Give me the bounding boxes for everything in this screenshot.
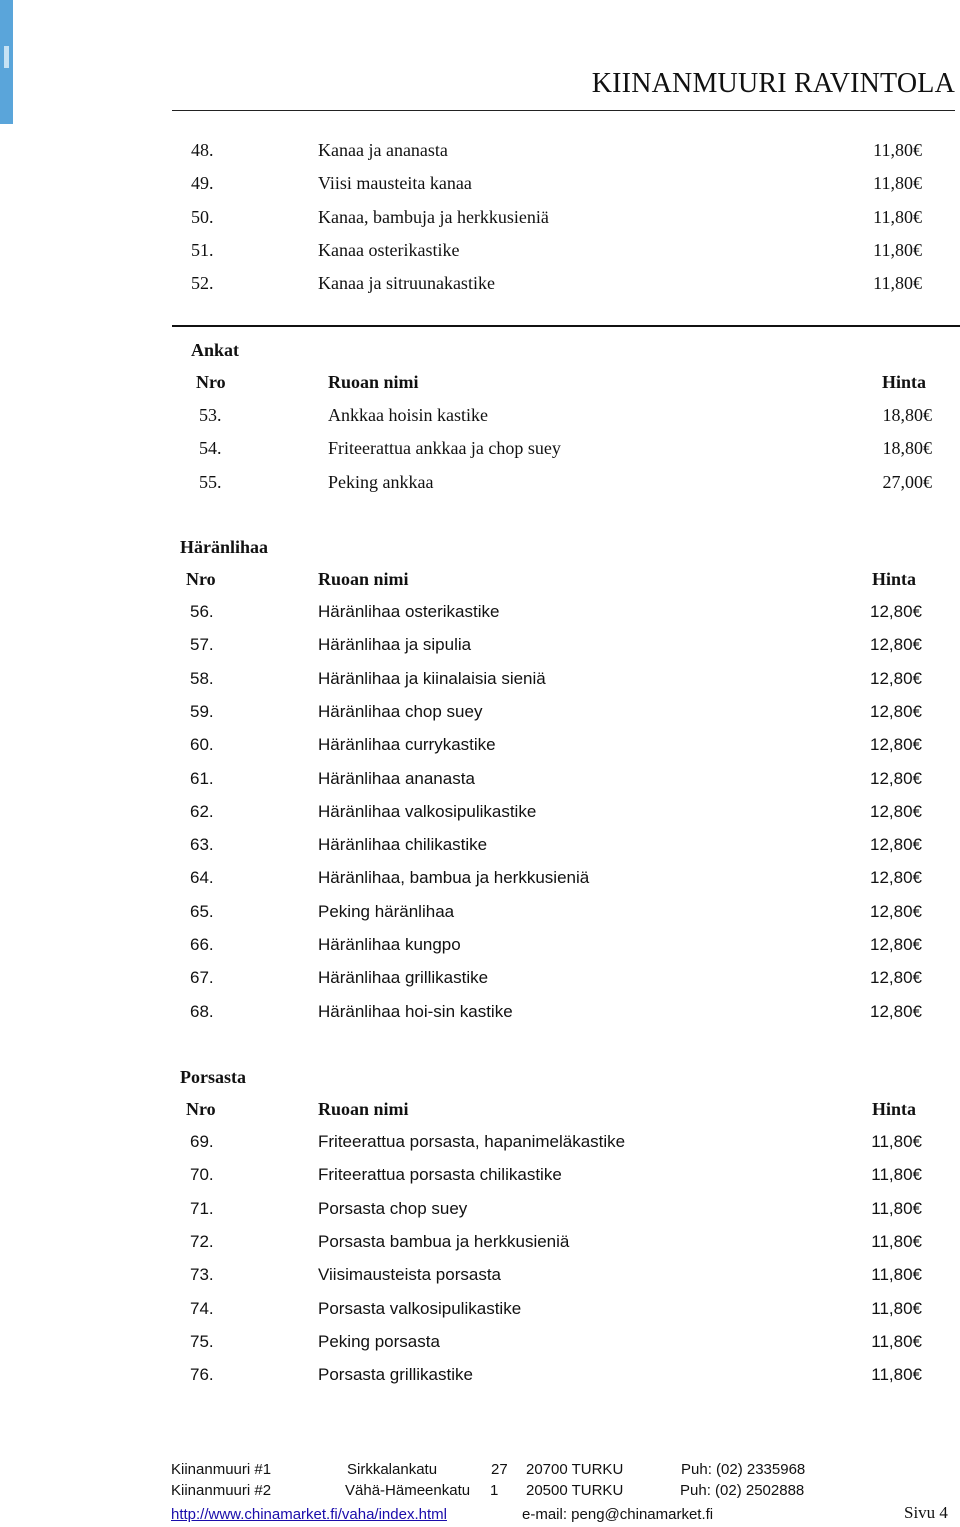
footer-restaurant-1-name: Kiinanmuuri #1 [171,1461,272,1478]
menu-item-row [0,632,960,658]
column-header-price: Hinta [871,1099,916,1119]
edge-tab-marker [4,46,9,68]
menu-item-number: 70. [190,1165,214,1185]
column-header-name: Ruoan nimi [318,1099,409,1119]
column-header-name: Ruoan nimi [318,569,409,589]
menu-item-price: 12,80€ [870,968,922,988]
column-header-nro: Nro [186,569,216,589]
menu-item-row [0,237,960,263]
menu-item-number: 61. [190,768,214,788]
menu-item-number: 59. [190,701,214,721]
menu-item-number: 50. [191,206,214,227]
menu-item-price: 12,80€ [870,901,922,921]
menu-item-name: Porsasta chop suey [318,1198,468,1218]
column-header-nro: Nro [196,372,226,392]
menu-item-row [0,1229,960,1255]
menu-item-price: 12,80€ [870,602,922,621]
footer-restaurant-1-number: 27 [491,1461,508,1478]
menu-item-price: 11,80€ [871,1365,922,1385]
menu-item-name: Häränlihaa grillikastike [318,968,489,988]
menu-item-number: 53. [199,405,222,425]
menu-item-row [0,732,960,758]
menu-item-row [0,832,960,858]
menu-item-price: 11,80€ [873,273,922,294]
menu-item-name: Häränlihaa osterikastike [318,602,500,621]
menu-item-name: Kanaa osterikastike [318,239,460,260]
menu-item-row [0,402,960,428]
menu-item-name: Häränlihaa, bambua ja herkkusieniä [318,868,590,888]
menu-item-row [0,1329,960,1355]
menu-item-price: 11,80€ [871,1298,922,1318]
menu-item-number: 62. [190,801,214,821]
menu-item-number: 54. [199,438,222,459]
menu-item-price: 12,80€ [870,935,922,954]
menu-item-name: Häränlihaa kungpo [318,935,461,954]
menu-item-name: Kanaa ja ananasta [318,140,448,160]
menu-item-name: Häränlihaa valkosipulikastike [318,801,537,821]
footer-email: e-mail: peng@chinamarket.fi [522,1506,714,1523]
menu-item-price: 11,80€ [871,1165,922,1185]
menu-item-name: Kanaa ja sitruunakastike [318,273,495,294]
menu-item-name: Porsasta valkosipulikastike [318,1298,522,1318]
menu-item-row [0,1296,960,1322]
menu-item-name: Ankkaa hoisin kastike [328,405,488,425]
menu-item-row [0,137,960,163]
menu-item-row [0,932,960,958]
menu-item-row [0,865,960,891]
menu-item-name: Häränlihaa chop suey [318,701,483,721]
footer-restaurant-2-street: Vähä-Hämeenkatu [345,1482,471,1499]
menu-item-number: 68. [190,1001,214,1021]
menu-item-number: 76. [190,1365,214,1385]
menu-item-number: 74. [190,1298,214,1318]
menu-item-row [0,699,960,725]
page-number: Sivu 4 [904,1503,948,1522]
menu-item-name: Häränlihaa hoi-sin kastike [318,1001,513,1021]
menu-item-row [0,469,960,495]
menu-item-row [0,435,960,461]
menu-item-price: 12,80€ [870,635,922,655]
menu-item-row [0,270,960,296]
menu-item-name: Häränlihaa ja kiinalaisia sieniä [318,668,546,688]
menu-item-price: 11,80€ [871,1231,922,1251]
menu-item-price: 11,80€ [871,1265,922,1285]
menu-item-row [0,965,960,991]
menu-item-price: 11,80€ [871,1331,922,1351]
menu-item-name: Viisi mausteita kanaa [318,173,472,194]
menu-item-row [0,899,960,925]
menu-item-row [0,766,960,792]
section-title-ankat: Ankat [191,340,240,360]
menu-item-number: 51. [191,239,214,260]
section-divider [172,325,960,327]
menu-item-row [0,666,960,692]
menu-item-row [0,1162,960,1188]
menu-item-row [0,1262,960,1288]
menu-item-price: 12,80€ [870,735,922,755]
menu-item-name: Häränlihaa chilikastike [318,835,488,855]
menu-item-price: 12,80€ [870,768,922,788]
section-title-haranlihaa: Häränlihaa [180,537,269,557]
menu-item-number: 67. [190,968,214,988]
menu-item-price: 11,80€ [873,206,922,227]
menu-item-number: 56. [190,602,214,621]
page-header-title: KIINANMUURI RAVINTOLA [591,68,955,99]
footer-restaurant-1-city: 20700 TURKU [526,1461,624,1478]
menu-item-row [0,170,960,196]
menu-item-price: 11,80€ [871,1198,922,1218]
menu-item-name: Viisimausteista porsasta [318,1265,501,1285]
menu-item-name: Kanaa, bambuja ja herkkusieniä [318,206,549,227]
menu-item-number: 58. [190,668,214,688]
header-rule [172,110,955,111]
menu-item-price: 11,80€ [871,1132,922,1151]
footer-restaurant-1-street: Sirkkalankatu [347,1461,438,1478]
menu-item-number: 64. [190,868,214,888]
column-header-price: Hinta [871,569,916,589]
menu-item-name: Friteerattua porsasta chilikastike [318,1165,562,1185]
menu-item-number: 73. [190,1265,214,1285]
menu-item-price: 12,80€ [870,868,922,888]
menu-item-price: 27,00€ [882,471,932,492]
footer-restaurant-1-phone: Puh: (02) 2335968 [681,1461,806,1478]
menu-item-name: Friteerattua ankkaa ja chop suey [328,438,561,459]
menu-item-number: 71. [190,1198,214,1218]
footer-website-link[interactable] [171,1505,447,1525]
menu-item-number: 49. [191,173,214,194]
menu-item-price: 12,80€ [870,835,922,855]
menu-item-number: 48. [191,140,214,160]
menu-item-price: 12,80€ [870,801,922,821]
menu-item-name: Peking ankkaa [328,471,434,492]
menu-item-number: 72. [190,1231,214,1251]
menu-item-name: Häränlihaa ja sipulia [318,635,472,655]
menu-item-price: 12,80€ [870,668,922,688]
column-header-nro: Nro [186,1099,216,1119]
footer-restaurant-2-name: Kiinanmuuri #2 [171,1482,272,1499]
menu-item-row [0,204,960,230]
menu-item-name: Porsasta grillikastike [318,1365,473,1385]
section-title-porsasta: Porsasta [180,1067,246,1087]
menu-item-price: 11,80€ [873,173,922,194]
menu-item-name: Friteerattua porsasta, hapanimeläkastike [318,1132,626,1151]
menu-item-price: 11,80€ [873,140,922,160]
footer-restaurant-2-phone: Puh: (02) 2502888 [680,1482,805,1499]
menu-item-number: 69. [190,1132,214,1151]
menu-item-row [0,599,960,625]
footer-website-link-text[interactable]: http://www.chinamarket.fi/vaha/index.html [171,1506,447,1523]
menu-item-number: 65. [190,901,214,921]
menu-item-price: 18,80€ [882,405,932,425]
document-edge-tab [0,0,13,124]
menu-item-name: Peking häränlihaa [318,901,455,921]
menu-item-row [0,999,960,1025]
menu-item-row [0,799,960,825]
menu-item-row [0,1196,960,1222]
footer-restaurant-2-city: 20500 TURKU [526,1482,624,1499]
column-header-name: Ruoan nimi [328,372,419,392]
footer-restaurant-2-number: 1 [490,1482,499,1499]
menu-item-number: 60. [190,735,214,755]
menu-item-name: Häränlihaa currykastike [318,735,496,755]
menu-item-row [0,1362,960,1388]
menu-item-price: 18,80€ [882,438,932,459]
menu-item-number: 63. [190,835,214,855]
menu-item-number: 57. [190,635,214,655]
menu-item-number: 55. [199,471,222,492]
menu-item-number: 52. [191,273,214,294]
menu-item-name: Häränlihaa ananasta [318,768,475,788]
menu-item-number: 66. [190,935,214,954]
menu-item-name: Peking porsasta [318,1331,440,1351]
menu-item-price: 12,80€ [870,701,922,721]
menu-item-number: 75. [190,1331,214,1351]
menu-item-name: Porsasta bambua ja herkkusieniä [318,1231,570,1251]
column-header-price: Hinta [881,372,926,392]
menu-item-price: 11,80€ [873,239,922,260]
menu-item-row [0,1129,960,1155]
menu-item-price: 12,80€ [870,1001,922,1021]
